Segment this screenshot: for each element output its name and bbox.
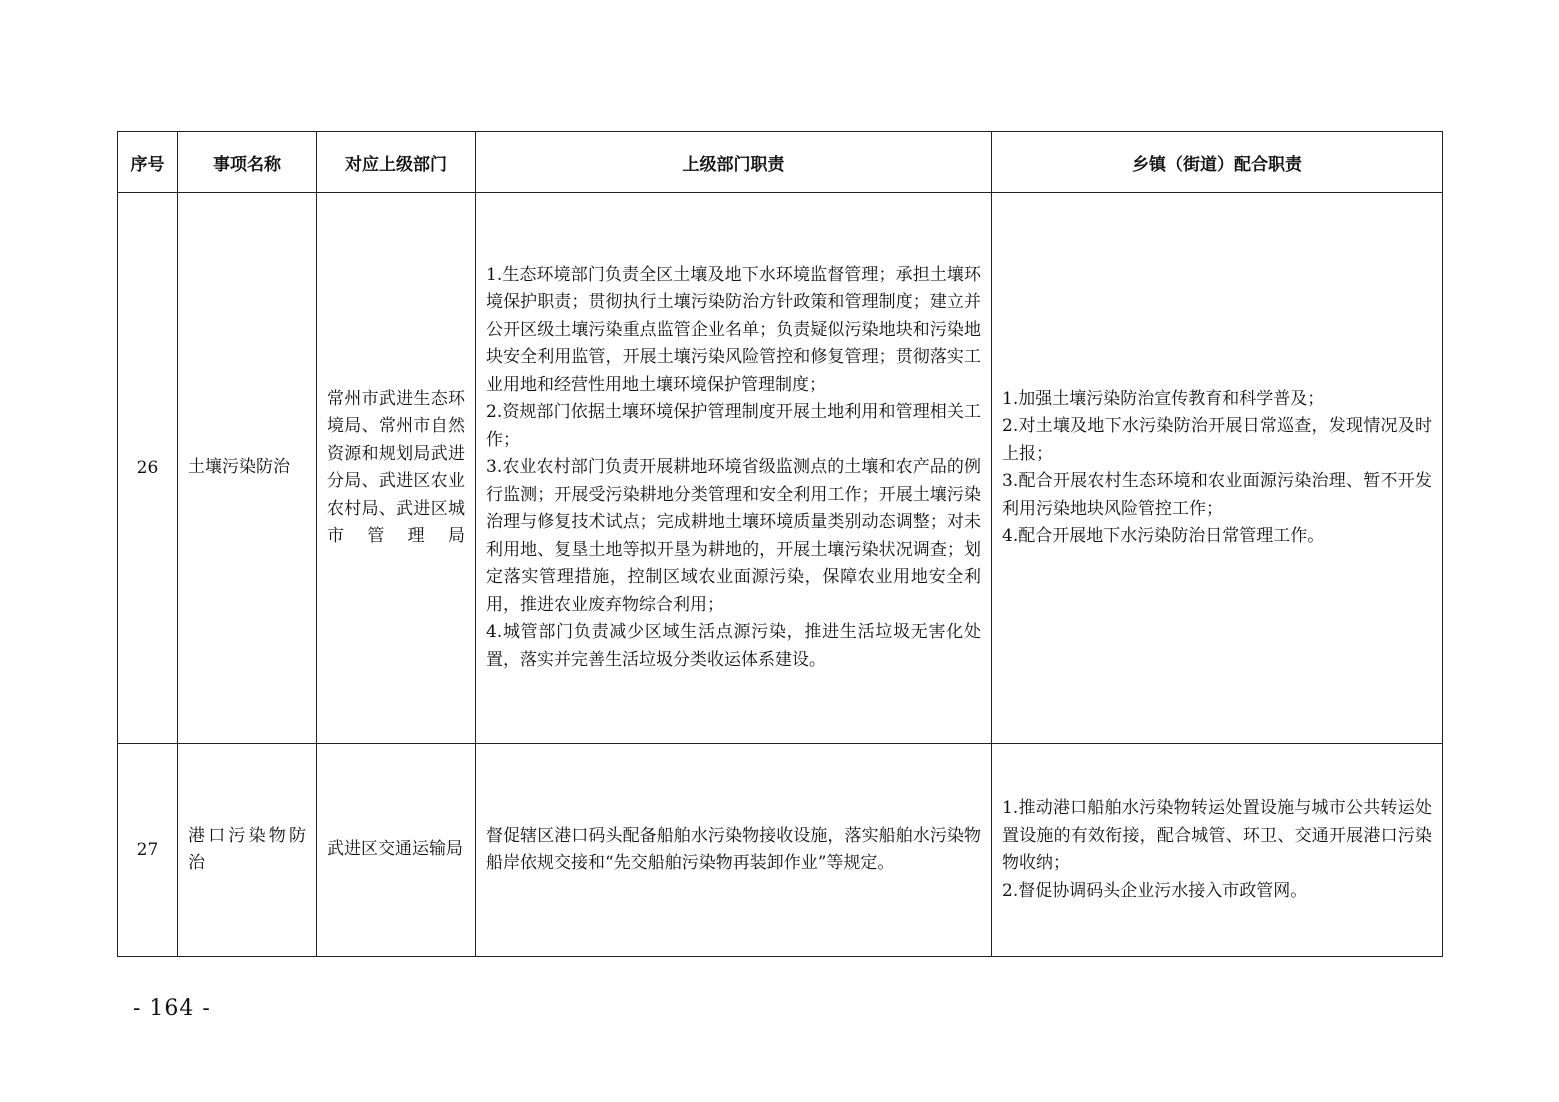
upper-department: 武进区交通运输局 [317,744,476,957]
header-no: 序号 [118,132,178,193]
upper-duty-item: 4.城管部门负责减少区域生活点源污染，推进生活垃圾无害化处置，落实并完善生活垃圾分类收运体系建设。 [486,622,981,670]
upper-duty [476,193,992,744]
table-row [118,744,1443,957]
town-duty [992,193,1443,744]
town-duty [992,744,1443,957]
header-dept: 对应上级部门 [317,132,476,193]
upper-duty-item: 督促辖区港口码头配备船舶水污染物接收设施，落实船舶水污染物船岸依规交接和“先交船舶污染物再装卸作业”等规定。 [486,825,981,873]
page-number: - 164 - [133,996,211,1021]
header-town-duty: 乡镇（街道）配合职责 [992,132,1443,193]
duty-table [117,131,1443,957]
item-name: 港口污染物防治 [178,744,317,957]
upper-department: 常州市武进生态环境局、常州市自然资源和规划局武进分局、武进区农业农村局、武进区城市管理局 [317,193,476,744]
upper-duty [476,744,992,957]
row-number: 27 [118,744,178,957]
header-upper-duty: 上级部门职责 [476,132,992,193]
upper-duty-item: 1.生态环境部门负责全区土壤及地下水环境监督管理；承担土壤环境保护职责；贯彻执行土壤污染防治方针政策和管理制度；建立并公开区级土壤污染重点监管企业名单；负责疑似污染地块和污染地块安全利用监管，开展土壤污染风险管控和修复管理；贯彻落实工业用地和经营性用地土壤环境保护管理制度； [486,264,981,395]
town-duty-item: 1.推动港口船舶水污染物转运处置设施与城市公共转运处置设施的有效衔接，配合城管、环卫、交通开展港口污染物收纳； [1002,798,1432,873]
row-number: 26 [118,193,178,744]
upper-duty-item: 2.资规部门依据土壤环境保护管理制度开展土地利用和管理相关工作； [486,402,981,450]
town-duty-item: 4.配合开展地下水污染防治日常管理工作。 [1002,526,1325,546]
table-row [118,193,1443,744]
header-row [118,132,1443,193]
town-duty-item: 2.督促协调码头企业污水接入市政管网。 [1002,880,1308,901]
header-name: 事项名称 [178,132,317,193]
item-name: 土壤污染防治 [178,193,317,744]
town-duty-item: 3.配合开展农村生态环境和农业面源污染治理、暂不开发利用污染地块风险管控工作； [1002,471,1432,519]
upper-duty-item: 3.农业农村部门负责开展耕地环境省级监测点的土壤和农产品的例行监测；开展受污染耕地分类管理和安全利用工作；开展土壤污染治理与修复技术试点；完成耕地土壤环境质量类别动态调整；对未利用地、复垦土地等拟开垦为耕地的，开展土壤污染状况调查；划定落实管理措施，控制区域农业面源污染，保障农业用地安全利用，推进农业废弃物综合利用； [486,457,981,615]
town-duty-item: 1.加强土壤污染防治宣传教育和科学普及； [1002,388,1325,409]
town-duty-item: 2.对土壤及地下水污染防治开展日常巡查，发现情况及时上报； [1002,416,1432,464]
